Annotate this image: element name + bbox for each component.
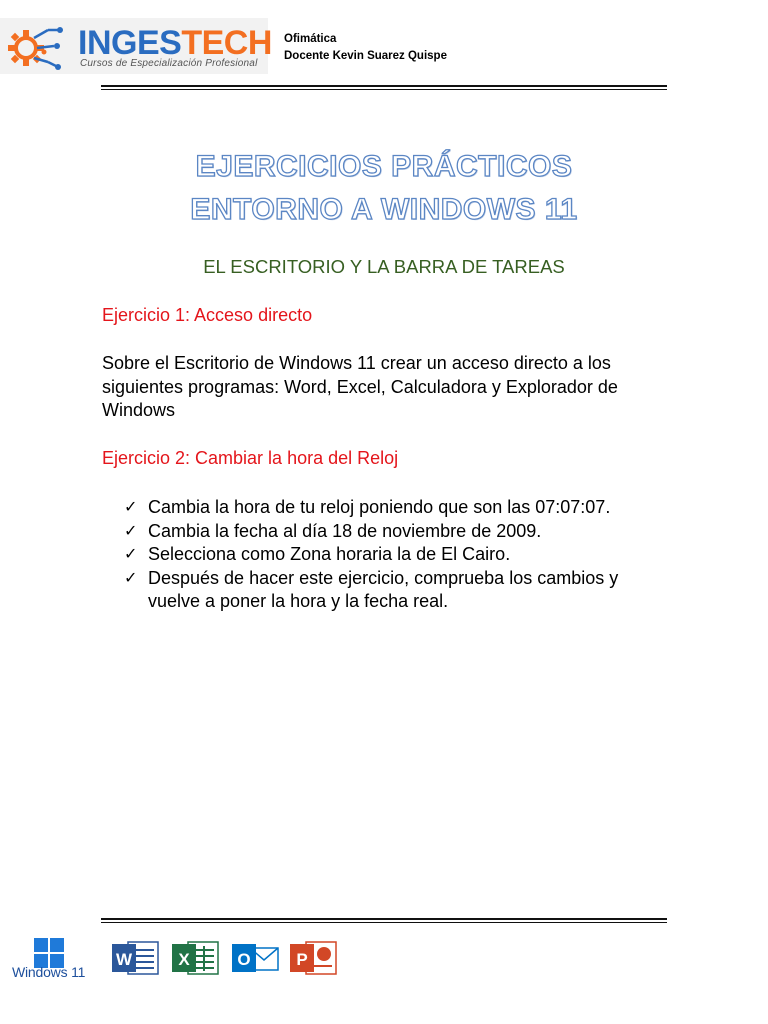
checklist-item: ✓ Selecciona como Zona horaria la de El Cairo. — [124, 543, 664, 567]
exercise1-heading: Ejercicio 1: Acceso directo — [102, 305, 313, 325]
document-subtitle: EL ESCRITORIO Y LA BARRA DE TAREAS — [203, 256, 565, 277]
outlook-icon — [230, 938, 280, 978]
gear-logo-icon — [4, 22, 68, 70]
document-title-line1: EJERCICIOS PRÁCTICOS — [195, 150, 573, 183]
powerpoint-icon — [288, 938, 338, 978]
checklist-item: ✓ Después de hacer este ejercicio, comprueba los cambios y vuelve a poner la hora y la fecha real. — [124, 567, 619, 611]
exercise2-checklist — [124, 496, 664, 614]
exercise1-text: Sobre el Escritorio de Windows 11 crear un acceso directo a los siguientes programas: Word, Excel, Calculadora y Explorador de Windows — [102, 353, 618, 420]
svg-text:W: W — [115, 950, 133, 969]
brand-name-part2: TECH — [181, 24, 272, 62]
word-icon — [110, 938, 160, 978]
exercise2-heading: Ejercicio 2: Cambiar la hora del Reloj — [102, 448, 399, 468]
checkmark-icon: ✓ — [124, 499, 138, 516]
checkmark-icon: ✓ — [124, 569, 138, 587]
svg-text:X: X — [178, 950, 190, 969]
course-name: Ofimática — [284, 33, 337, 45]
excel-icon — [170, 938, 220, 978]
svg-text:O: O — [237, 950, 251, 969]
checklist-item: ✓ Cambia la fecha al día 18 de noviembre de 2009. — [124, 520, 664, 544]
checklist-item: ✓ Cambia la hora de tu reloj poniendo que son las 07:07:07. — [124, 496, 664, 520]
brand-name-part1: INGES — [78, 24, 182, 62]
document-title-line2: ENTORNO A WINDOWS 11 — [190, 193, 578, 226]
teacher-name: Docente Kevin Suarez Quispe — [284, 50, 447, 62]
svg-text:P: P — [296, 950, 308, 969]
checkmark-icon: ✓ — [124, 546, 138, 563]
brand-tagline: Cursos de Especialización Profesional — [80, 58, 258, 69]
brand-name — [78, 24, 272, 62]
windows-11-label: Windows 11 — [12, 964, 86, 980]
checkmark-icon: ✓ — [124, 522, 138, 540]
